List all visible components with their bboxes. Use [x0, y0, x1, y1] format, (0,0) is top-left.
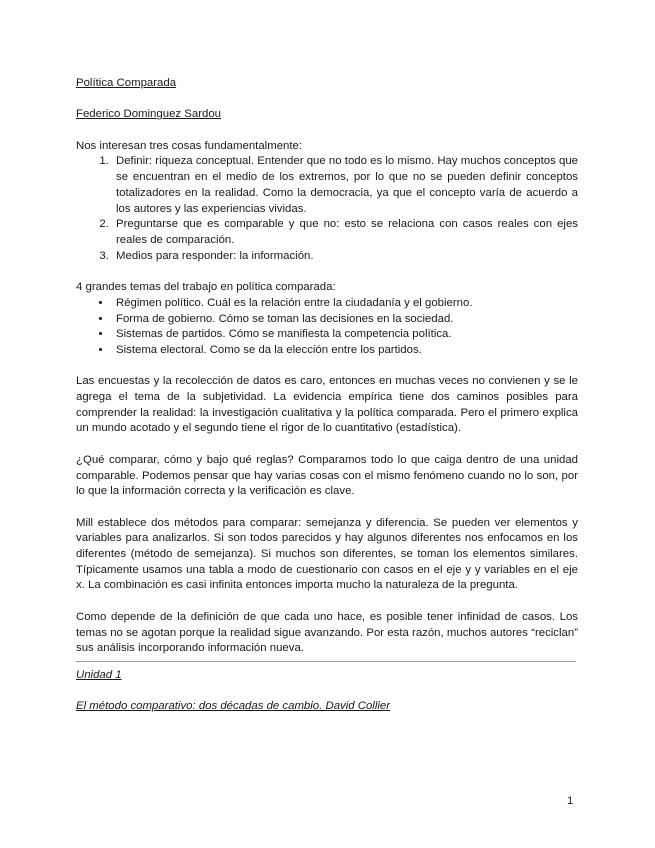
document-body: [76, 76, 578, 715]
numbered-list: [76, 154, 578, 264]
numbered-list-item: 1. Definir: riqueza conceptual. Entender que no todo es lo mismo. Hay muchos conceptos que se encuentran en el medio de los extremos, por lo que no se pueden definir conceptos totalizadores en la realidad. Como la democracia, ya que el concepto varía de acuerdo a los autores y las experiencias vividas.: [112, 154, 578, 217]
numbered-list-item: 3. Medios para responder: la información.: [112, 249, 578, 265]
horizontal-divider: [76, 661, 576, 662]
intro-text: Nos interesan tres cosas fundamentalmente:: [76, 139, 303, 152]
bullet-list-item: • Régimen político. Cuál es la relación entre la ciudadanía y el gobierno.: [112, 296, 578, 312]
body-paragraph: ¿Qué comparar, cómo y bajo qué reglas? Comparamos todo lo que caiga dentro de una unidad comparable. Podemos pensar que hay varias cosas con el mismo fenómeno cuando no lo son, por lo que la información correcta y la verificación es clave.: [76, 453, 578, 498]
body-paragraph: Mill establece dos métodos para comparar: semejanza y diferencia. Se pueden ver elementos y variables para analizarlos. Si son todos parecidos y hay algunos diferentes nos enfocamos en los diferentes (método de semejanza). Si muchos son diferentes, se toman los elementos similares. Típicamente usamos una tabla a modo de cuestionario con casos en el eje y y variables en el eje x. La combinación es casi infinita entonces importa mucho la naturaleza de la pregunta.: [76, 516, 578, 592]
document-title: Política Comparada: [76, 77, 177, 89]
numbered-list-item: 2. Preguntarse que es comparable y que no: esto se relaciona con casos reales con ejes reales de comparación.: [112, 217, 578, 248]
bullet-list-item: • Sistema electoral. Como se da la elección entre los partidos.: [112, 343, 578, 359]
unit-heading: Unidad 1: [76, 668, 122, 681]
bullet-list-item: • Sistemas de partidos. Cómo se manifiesta la competencia política.: [112, 327, 578, 343]
themes-intro-text: 4 grandes temas del trabajo en política comparada:: [76, 281, 336, 294]
body-paragraph: Las encuestas y la recolección de datos es caro, entonces en muchas veces no convienen y se le agrega el tema de la subjetividad. La evidencia empírica tiene dos caminos posibles para comprender la realidad: la investigación cualitativa y la política comparada. Pero el primero explica un mundo acotado y el segundo tiene el rigor de lo cuantitativo (estadística).: [76, 375, 578, 435]
body-paragraph: Como depende de la definición de que cada uno hace, es posible tener infinidad de casos. Los temas no se agotan porque la realidad sigue avanzando. Por esta razón, muchos autores “reciclan” sus análisis incorporando información nueva.: [76, 610, 578, 655]
bullet-list: [76, 296, 578, 359]
section-subheading: El método comparativo: dos décadas de cambio. David Collier: [76, 700, 391, 713]
bullet-list-item: • Forma de gobierno. Cómo se toman las decisiones en la sociedad.: [112, 312, 578, 328]
document-author: Federico Dominguez Sardou: [76, 108, 221, 121]
page-number: 1: [567, 795, 574, 807]
